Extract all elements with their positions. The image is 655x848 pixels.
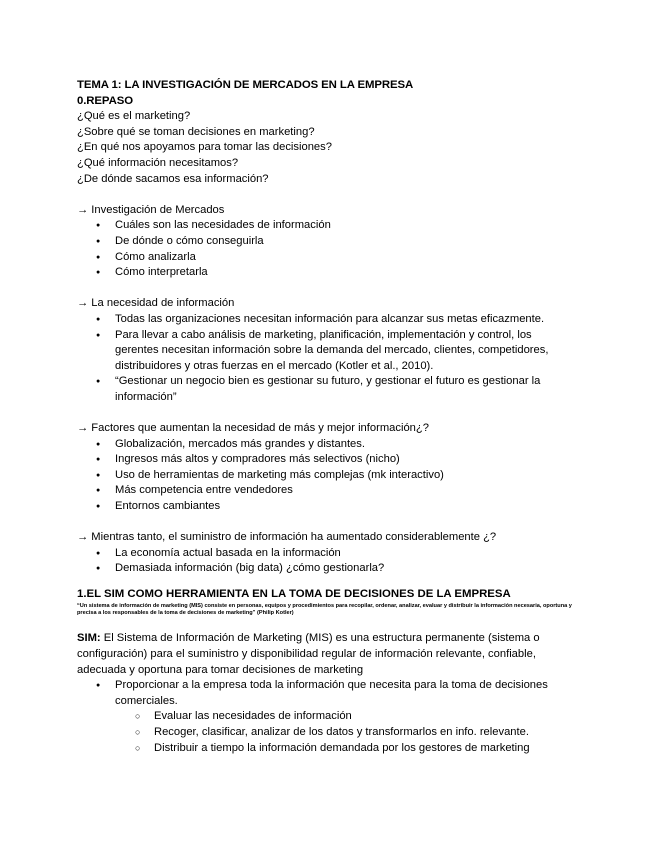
list-item: ● Cómo analizarla bbox=[77, 250, 577, 266]
list-item: ● Para llevar a cabo análisis de marketing, planificación, implementación y control, los gerentes necesitan información sobre la demanda del mercado, clientes, competidores, distribuidores y otras fuerzas en el mercado (Kotler et al., 2010). bbox=[77, 328, 577, 375]
document-page bbox=[77, 78, 577, 756]
sim-label: SIM: bbox=[77, 632, 101, 645]
investigacion-heading: → Investigación de Mercados bbox=[77, 203, 225, 216]
mientras-heading: → Mientras tanto, el suministro de información ha aumentado considerablemente ¿? bbox=[77, 531, 497, 544]
list-item: ● Cuáles son las necesidades de información bbox=[77, 218, 577, 234]
questions-list bbox=[77, 109, 577, 187]
list-item: ● Entornos cambiantes bbox=[77, 499, 577, 515]
list-item: ● Proporcionar a la empresa toda la información que necesita para la toma de decisiones comerciales. bbox=[77, 678, 577, 709]
mientras-list bbox=[77, 546, 577, 577]
sublist-item: ○ Evaluar las necesidades de información bbox=[77, 709, 577, 725]
list-item: ● Globalización, mercados más grandes y distantes. bbox=[77, 437, 577, 453]
list-item: ● Todas las organizaciones necesitan información para alcanzar sus metas eficazmente. bbox=[77, 312, 577, 328]
question: ¿En qué nos apoyamos para tomar las decisiones? bbox=[77, 141, 332, 154]
factores-heading: → Factores que aumentan la necesidad de más y mejor información¿? bbox=[77, 422, 429, 435]
list-item: ● “Gestionar un negocio bien es gestionar su futuro, y gestionar el futuro es gestionar la información” bbox=[77, 374, 577, 405]
list-item: ● La economía actual basada en la información bbox=[77, 546, 577, 562]
list-item: ● Uso de herramientas de marketing más complejas (mk interactivo) bbox=[77, 468, 577, 484]
question: ¿Sobre qué se toman decisiones en marketing? bbox=[77, 125, 315, 138]
factores-list bbox=[77, 437, 577, 515]
sublist-item: ○ Recoger, clasificar, analizar de los datos y transformarlos en info. relevante. bbox=[77, 725, 577, 741]
question: ¿De dónde sacamos esa información? bbox=[77, 172, 269, 185]
list-item: ● Demasiada información (big data) ¿cómo gestionarla? bbox=[77, 561, 577, 577]
investigacion-list bbox=[77, 218, 577, 280]
list-item: ● Cómo interpretarla bbox=[77, 265, 577, 281]
sim-sublist bbox=[77, 709, 577, 756]
question: ¿Qué información necesitamos? bbox=[77, 156, 239, 169]
section-title: 1.EL SIM COMO HERRAMIENTA EN LA TOMA DE DECISIONES DE LA EMPRESA bbox=[77, 588, 511, 600]
list-item: ● Más competencia entre vendedores bbox=[77, 483, 577, 499]
list-item: ● Ingresos más altos y compradores más selectivos (nicho) bbox=[77, 452, 577, 468]
necesidad-heading: → La necesidad de información bbox=[77, 297, 235, 310]
repaso-heading: 0.REPASO bbox=[77, 94, 133, 107]
list-item: ● De dónde o cómo conseguirla bbox=[77, 234, 577, 250]
necesidad-list bbox=[77, 312, 577, 406]
question: ¿Qué es el marketing? bbox=[77, 110, 191, 123]
kotler-quote: “Un sistema de información de marketing (MIS) consiste en personas, equipos y procedimientos para recopilar, ordenar, analizar, evaluar y distribuir la información necesaria, oportuna y precisa a los responsables de la toma de decisiones de marketing” (Philip Kotler) bbox=[77, 602, 572, 616]
document-title: TEMA 1: LA INVESTIGACIÓN DE MERCADOS EN LA EMPRESA bbox=[77, 79, 414, 91]
sim-text: El Sistema de Información de Marketing (MIS) es una estructura permanente (sistema o configuración) para el suministro y disponibilidad regular de información relevante, confiable, adecuada y oportuna para tomar decisiones de marketing bbox=[77, 632, 540, 676]
sim-definition bbox=[77, 631, 577, 678]
sim-list bbox=[77, 678, 577, 709]
sublist-item: ○ Distribuir a tiempo la información demandada por los gestores de marketing bbox=[77, 741, 577, 757]
